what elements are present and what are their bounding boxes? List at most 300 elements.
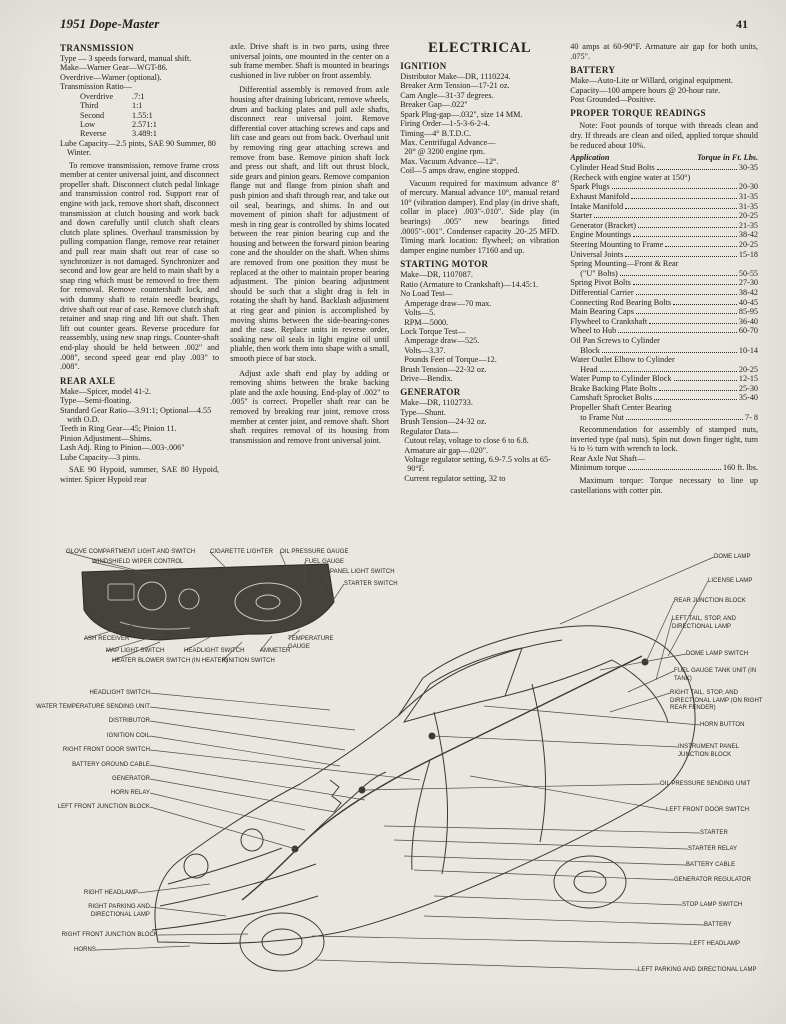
diagram-label [106, 648, 164, 656]
diagram-label-text: LEFT HEADLAMP [690, 941, 741, 947]
torque-value: 36-40 [738, 316, 759, 326]
ratio-name: Third [80, 101, 99, 111]
ignition-spec-list [400, 72, 559, 176]
torque-row [570, 298, 758, 308]
torque-value: 50-55 [738, 268, 759, 278]
spec-line [400, 280, 559, 289]
diagram-label-text: ASH RECEIVER [84, 636, 130, 642]
torque-row [570, 250, 758, 260]
rear-axle-nut-value: 160 ft. lbs. [722, 463, 759, 473]
torque-application: Starter [570, 211, 593, 221]
diagram-label-text: HEADLIGHT SWITCH [89, 690, 150, 696]
diagram-label-text: STARTER SWITCH [344, 581, 398, 587]
torque-application: Spring Mounting—Front & Rear [570, 259, 679, 269]
page-title: 1951 Dope-Master [60, 16, 160, 31]
torque-row [570, 355, 758, 365]
diagram-label-text: DOME LAMP [714, 554, 751, 560]
spec-line [400, 318, 559, 327]
diagram-label [330, 569, 395, 577]
spec-line [400, 147, 559, 156]
battery-spec-list [570, 76, 758, 104]
diagram-label [700, 722, 745, 730]
diagram-label-text: RIGHT TAIL, STOP, AND DIRECTIONAL LAMP (ON RIGHT REAR FENDER) [670, 690, 763, 711]
diagram-label [672, 616, 772, 631]
diagram-label-text: RIGHT FRONT DOOR SWITCH [62, 747, 150, 753]
diagram-label-text: RIGHT PARKING AND DIRECTIONAL LAMP [88, 904, 150, 918]
spec-line [60, 73, 219, 82]
spec-text: Capacity—100 ampere hours @ 20-hour rate. [570, 85, 721, 95]
torque-row [570, 288, 758, 298]
torque-row [570, 403, 758, 413]
diagram-label-text: LICENSE LAMP [708, 578, 753, 584]
spec-line [400, 455, 559, 474]
spec-text: No Load Test— [400, 289, 453, 299]
spec-text: Volts—5. [400, 308, 436, 318]
spec-line [400, 110, 559, 119]
diagram-label [690, 941, 740, 949]
torque-row [570, 374, 758, 384]
diagram-label-text: BATTERY CABLE [686, 862, 736, 868]
spec-line [400, 374, 559, 383]
dot-leader [673, 304, 737, 305]
paragraph-text: axle. Drive shaft is in two parts, using three universal joints, one mounted in the center on a sub frame member. Shaft is mounted in bearings cushioned in live rubber on front assembly. [230, 42, 390, 80]
spec-text: Breaker Arm Tension—17-21 oz. [400, 81, 510, 91]
ratio-row [60, 101, 219, 110]
dot-leader [633, 236, 737, 237]
spec-line [400, 166, 559, 175]
torque-application: Steering Mounting to Frame [570, 239, 664, 249]
diagram-label [660, 781, 750, 789]
dot-leader [625, 208, 737, 209]
torque-application: Universal Joints [570, 249, 624, 259]
diagram-label [704, 922, 732, 930]
torque-value: 27-30 [738, 278, 759, 288]
torque-value: 31-35 [738, 192, 759, 202]
spec-text: Max. Vacuum Advance—12°. [400, 156, 499, 166]
ratio-name: Low [80, 119, 96, 129]
ratio-row [60, 129, 219, 138]
spec-text: Teeth in Ring Gear—45; Pinion 11. [60, 424, 177, 434]
diagram-label-text: REAR JUNCTION BLOCK [674, 598, 746, 604]
torque-row [570, 163, 758, 173]
diagram-label [36, 704, 150, 712]
spec-text: Breaker Gap—.022" [400, 100, 468, 110]
spec-text: Transmission Ratio— [60, 82, 132, 92]
dot-leader [633, 284, 737, 285]
torque-row [570, 365, 758, 375]
spec-line [60, 82, 219, 91]
spec-text: Spark Plug-gap—.032", size 14 MM. [400, 109, 523, 119]
diagram-label-text: WINDSHIELD WIPER CONTROL [92, 559, 184, 565]
diagram-label-text: HEADLIGHT SWITCH [184, 648, 245, 654]
generator-spec-list [400, 398, 559, 483]
transmission-body: To remove transmission, remove frame cross member at center universal joint, and disconnect propeller shaft. Disconnect clutch pedal linkage and transmission control rod. Support rear of engine with jack, remove short shaft, disconnect transmission at clutch housing and work back and down carefully until clutch shaft clears clutch plate splines. Overhaul transmission by pulling companion flange, remove rear retainer and pull rear main shaft out rear of case so synchronizer is not damaged. Synchronizer and second and low gear are held to main shaft by a snap ring which must be removed to free them for removal. Remove countershaft lock, and with dummy shaft to retain needle bearings, drive shaft out rear of case. Remove clutch shaft retainer and snap ring and lift out shaft. Then lift out counter gears. Reverse procedure for reassembly, using new snap rings. Counter-shaft end-play should be held between .002" and .008", second speed gear end play .003" to .008". [60, 160, 220, 372]
spec-text: Armature air gap—.020". [400, 445, 489, 455]
torque-value: 10-14 [738, 345, 759, 355]
torque-value: 30-35 [738, 163, 759, 173]
spec-text: Volts—3.37. [400, 345, 446, 355]
ratio-row [60, 120, 219, 129]
heading-battery: BATTERY [570, 65, 616, 76]
dot-leader [620, 275, 737, 276]
starting-motor-spec-list [400, 270, 559, 383]
paragraph [230, 85, 389, 363]
torque-application: Intake Manifold [570, 201, 624, 211]
spec-text: Lock Torque Test— [400, 326, 466, 336]
heading-starting-motor: STARTING MOTOR [400, 259, 489, 270]
torque-row [570, 307, 758, 317]
torque-row [570, 336, 758, 346]
ratio-value: 1:1 [132, 101, 143, 111]
spec-text: Make—Spicer, model 41-2. [60, 386, 152, 396]
spec-line [400, 81, 559, 90]
torque-application: Block [580, 345, 600, 355]
torque-application: Differential Carrier [570, 287, 634, 297]
ratio-name: Second [80, 110, 105, 120]
ratio-value: 3.489:1 [132, 129, 157, 139]
diagram-label-text: OIL PRESSURE SENDING UNIT [660, 781, 751, 787]
diagram-label-text: LEFT TAIL, STOP, AND DIRECTIONAL LAMP [672, 616, 737, 630]
torque-row [570, 269, 758, 279]
torque-application: Head [580, 364, 598, 374]
spec-line [400, 119, 559, 128]
dot-leader [636, 313, 737, 314]
diagram-label [107, 733, 150, 741]
dot-leader [674, 380, 737, 381]
torque-value: 38-42 [738, 287, 759, 297]
spec-text: Lube Capacity—3 pints. [60, 452, 141, 462]
spec-text: Post Grounded—Positive. [570, 95, 656, 105]
column-battery-torque [570, 39, 758, 541]
torque-table [570, 163, 758, 422]
spec-line [60, 443, 219, 452]
diagram-label [92, 559, 183, 567]
wiring-diagram [0, 544, 786, 1016]
spec-line [400, 474, 559, 483]
torque-application: Water Pump to Cylinder Block [570, 374, 672, 384]
torque-application: Cylinder Head Stud Bolts [570, 163, 655, 173]
torque-table-header [570, 153, 758, 162]
dot-leader [618, 332, 737, 333]
torque-application: Oil Pan Screws to Cylinder [570, 335, 660, 345]
spec-text: Current regulator setting, 32 to [400, 473, 506, 483]
torque-row [570, 346, 758, 356]
spec-text: Brush Tension—24-32 oz. [400, 417, 487, 427]
dot-leader [628, 469, 721, 470]
ratio-row [60, 92, 219, 101]
spec-text: Regulator Data— [400, 426, 459, 436]
paragraph [230, 42, 389, 80]
text-columns [0, 32, 786, 541]
spec-text: 20° @ 3200 engine rpm. [400, 147, 485, 157]
spec-text: Cam Angle—31-37 degrees. [400, 90, 494, 100]
spec-line [60, 406, 219, 425]
torque-row [570, 182, 758, 192]
spec-line [60, 54, 219, 63]
torque-application: (Recheck with engine water at 150°) [570, 172, 691, 182]
torque-application: Connecting Rod Bearing Bolts [570, 297, 672, 307]
diagram-label-text: RIGHT FRONT JUNCTION BLOCK [61, 932, 158, 938]
spec-text: Drive—Bendix. [400, 374, 453, 384]
torque-application: Main Bearing Caps [570, 307, 634, 317]
diagram-label-text: CIGARETTE LIGHTER [210, 549, 274, 555]
spec-text: Type—Semi-floating. [60, 396, 132, 406]
torque-value: 20-30 [738, 182, 759, 192]
torque-value: 38-42 [738, 230, 759, 240]
diagram-label [62, 932, 158, 940]
torque-row [570, 393, 758, 403]
paragraph [230, 369, 389, 446]
torque-application: Exhaust Manifold [570, 192, 630, 202]
spec-line [60, 434, 219, 443]
spec-text: Standard Gear Ratio—3.91:1; Optional—4.55 with O.D. [60, 405, 214, 424]
generator-continuation: 40 amps at 60-90°F. Armature air gap for both units, .075". [570, 42, 759, 61]
spec-line [400, 299, 559, 308]
heading-electrical: ELECTRICAL [428, 40, 532, 56]
torque-application: Wheel to Hub [570, 326, 617, 336]
transmission-spec-list [60, 54, 219, 92]
heading-generator: GENERATOR [400, 387, 461, 398]
torque-application: Propeller Shaft Center Bearing [570, 403, 672, 413]
torque-value: 20-25 [738, 211, 759, 221]
diagram-label [638, 967, 757, 975]
torque-row [570, 230, 758, 240]
diagram-label [184, 648, 245, 656]
torque-row [570, 259, 758, 269]
diagram-label [686, 651, 748, 659]
page-number: 41 [736, 17, 748, 31]
heading-rear-axle: REAR AXLE [60, 375, 116, 386]
spec-line [400, 408, 559, 417]
diagram-label-text: LEFT FRONT JUNCTION BLOCK [57, 804, 150, 810]
dot-leader [594, 217, 737, 218]
diagram-label [112, 658, 228, 666]
spec-line-lube: Lube Capacity—2.5 pints, SAE 90 Summer, 80 Winter. [60, 138, 218, 158]
spec-line [400, 436, 559, 445]
diagram-label [63, 747, 150, 755]
spec-line [570, 86, 758, 95]
diagram-label [700, 830, 728, 838]
rear-axle-spec-list [60, 387, 219, 462]
diagram-label [222, 658, 275, 666]
torque-col-application: Application [570, 153, 610, 163]
diagram-label [112, 776, 150, 784]
dot-leader [600, 371, 737, 372]
torque-application: Spark Plugs [570, 182, 610, 192]
spec-line [400, 308, 559, 317]
rear-axle-nut-label: Minimum torque [570, 463, 626, 473]
torque-value: 25-30 [738, 383, 759, 393]
rear-axle-nut-note: Maximum torque: Torque necessary to line up castellations with cotter pin. [570, 476, 759, 495]
diagram-label [714, 554, 751, 562]
ratio-name: Reverse [80, 129, 107, 139]
spec-text: Coil—5 amps draw, engine stopped. [400, 166, 520, 176]
diagram-label-text: STARTER [700, 830, 728, 836]
diagram-labels [0, 544, 786, 1016]
spec-line [400, 355, 559, 364]
diagram-label-text: MAP LIGHT SWITCH [106, 648, 165, 654]
transmission-ratio-list [60, 92, 219, 139]
diagram-label [72, 762, 150, 770]
spec-line [400, 365, 559, 374]
dot-leader [654, 399, 737, 400]
diagram-label-text: DOME LAMP SWITCH [686, 651, 749, 657]
heading-torque-readings: PROPER TORQUE READINGS [570, 108, 706, 119]
torque-application: Engine Mountings [570, 230, 632, 240]
spec-line [60, 424, 219, 433]
spec-text: Max. Centrifugal Advance— [400, 137, 496, 147]
spec-text: Cutout relay, voltage to close 6 to 6.8. [400, 436, 529, 446]
spec-text: Ratio (Armature to Crankshaft)—14.45:1. [400, 279, 539, 289]
spec-text: RPM—5000. [400, 317, 449, 327]
rear-axle-lube-note: SAE 90 Hypoid, summer, SAE 80 Hypoid, winter. Spicer Hypoid rear [60, 465, 220, 484]
spec-text: Distributor Make—DR, 1110224. [400, 72, 511, 81]
ratio-value: 2.571:1 [132, 119, 157, 129]
torque-value: 15-18 [738, 249, 759, 259]
spec-text: Make—DR, 1102733. [400, 398, 473, 408]
diagram-label-text: OIL PRESSURE GAUGE [280, 549, 349, 555]
diagram-label-text: LEFT PARKING AND DIRECTIONAL LAMP [638, 967, 757, 973]
spec-text: Amperage draw—70 max. [400, 298, 492, 308]
torque-value: 20-25 [738, 364, 759, 374]
spec-line [400, 91, 559, 100]
dot-leader [659, 390, 737, 391]
torque-row [570, 384, 758, 394]
diagram-label [678, 744, 770, 759]
diagram-label-text: TEMPERATURE GAUGE [288, 636, 334, 650]
spec-line [400, 138, 559, 147]
spec-line [60, 63, 219, 72]
spec-line [400, 427, 559, 436]
diagram-label [674, 598, 746, 606]
spec-line [400, 72, 559, 81]
spec-line [400, 446, 559, 455]
diagram-label [111, 790, 150, 798]
spec-line [400, 100, 559, 109]
diagram-label [89, 690, 150, 698]
torque-application: Spring Pivot Bolts [570, 278, 631, 288]
torque-row [570, 240, 758, 250]
rear-axle-nut-heading: Rear Axle Nut Shaft— [570, 454, 646, 464]
spec-line [400, 398, 559, 407]
spec-line [400, 336, 559, 345]
diagram-label [344, 581, 398, 589]
diagram-label-text: HEATER BLOWER SWITCH (IN HEATER) [112, 658, 229, 664]
torque-row [570, 192, 758, 202]
diagram-label [210, 549, 273, 557]
diagram-label-text: IGNITION SWITCH [222, 658, 275, 664]
torque-value: 12-15 [738, 374, 759, 384]
torque-value: 21-35 [738, 220, 759, 230]
diagram-label-text: HORN BUTTON [700, 722, 745, 728]
dot-leader [638, 227, 737, 228]
diagram-label [682, 902, 742, 910]
spec-text: Overdrive—Warner (optional). [60, 72, 162, 82]
rear-axle-paragraphs [230, 42, 389, 445]
torque-application: Brake Backing Plate Bolts [570, 383, 657, 393]
spec-line [400, 327, 559, 336]
spec-text: Brush Tension—22-32 oz. [400, 364, 487, 374]
torque-value: 60-70 [738, 326, 759, 336]
rear-axle-nut-row [570, 463, 758, 473]
torque-application: Generator (Bracket) [570, 220, 636, 230]
dot-leader [631, 198, 737, 199]
diagram-label-text: PANEL LIGHT SWITCH [330, 569, 395, 575]
spec-line [400, 270, 559, 279]
torque-row [570, 326, 758, 336]
spec-text: Type — 3 speeds forward, manual shift. [60, 54, 192, 63]
torque-application: Water Outlet Elbow to Cylinder [570, 355, 675, 365]
torque-row [570, 278, 758, 288]
heading-transmission: TRANSMISSION [60, 43, 134, 53]
pal-nuts-note: Recommendation for assembly of stamped nuts, inverted type (pal nuts). Spin nut down finger tight, turn ¼ to ½ turn with wrench to lock. [570, 425, 759, 454]
ratio-row [60, 111, 219, 120]
spec-text: Type—Shunt. [400, 407, 446, 417]
spec-text: Pinion Adjustment—Shims. [60, 433, 152, 443]
dot-leader [665, 246, 737, 247]
diagram-label [686, 862, 735, 870]
paragraph-text: Differential assembly is removed from axle housing after draining lubricant, remove wheels, drum and backing plates and pull axle shafts, disconnect rear universal joint. Remove differential cover attaching screws and caps and lift case and gears out from back. Overhaul unit by removing ring gear attaching screws and remove from base. Remove pinion shaft lock and press out shaft, and lift out thrust block, side gears and pinion gears. Remove companion flange nut and flange from pinion shaft and push pinion and shaft through rear, and take out oil seal, bearings, and shims. In and out movement of pinion shaft for adjustment of mesh in ring gear is controlled by shims located between the rear pinion bearing cup and the housing and between the forward pinion bearing cone and the shoulder on the shaft. When shims are removed from one position they must be replaced at the other to maintain proper bearing adjustment. The pinion bearing adjustment should be such that a slight drag is felt in rotating the shaft by hand. Backlash adjustment at ring gear and pinion is accomplished by moving shims between the side-bearing-cones and the case. Replace units in reverse order, soaking new oil seals in light engine oil until pliable, then work them into shape with a small, smooth piece of bar stock. [230, 85, 390, 363]
spec-text: Amperage draw—525. [400, 336, 480, 346]
diagram-label-text: STARTER RELAY [688, 846, 738, 852]
diagram-label-text: BATTERY [704, 922, 732, 928]
diagram-label [280, 549, 349, 557]
diagram-label-text: GENERATOR REGULATOR [674, 877, 752, 883]
torque-note: Note: Foot pounds of torque with threads clean and dry. If threads are clean and oiled, applied torque should be reduced about 10%. [570, 121, 759, 150]
diagram-label [674, 668, 769, 683]
heading-ignition: IGNITION [400, 61, 447, 71]
dot-leader [636, 294, 737, 295]
diagram-label-text: GLOVE COMPARTMENT LIGHT AND SWITCH [66, 549, 196, 555]
paragraph-text: Adjust axle shaft end play by adding or removing shims between the brake backing plate and the axle housing. End-play of .002" to .005" is correct. Propeller shaft rear can be removed by breaking rear joint, remove cross member at center joint, and remove shaft. Short shaft requires removal of its housing from transmission and remove front universal joint. [230, 368, 390, 445]
torque-value: 35-40 [738, 393, 759, 403]
spec-text: Firing Order—1-5-3-6-2-4. [400, 119, 490, 129]
diagram-label [260, 648, 290, 656]
dot-leader [602, 352, 737, 353]
spec-line [60, 453, 219, 462]
diagram-label [674, 877, 751, 885]
column-transmission [60, 39, 219, 541]
diagram-label [58, 804, 150, 812]
spec-line [400, 289, 559, 298]
torque-application: Flywheel to Crankshaft [570, 316, 648, 326]
torque-col-value: Torque in Ft. Lbs. [697, 153, 759, 163]
diagram-label [666, 807, 749, 815]
diagram-label [708, 578, 752, 586]
diagram-label [84, 890, 138, 898]
diagram-label-text: HORNS [74, 947, 96, 953]
dot-leader [626, 419, 743, 420]
spec-line [60, 387, 219, 396]
diagram-label [84, 636, 129, 644]
torque-value: 40-45 [738, 297, 759, 307]
ratio-name: Overdrive [80, 91, 114, 101]
torque-row [570, 317, 758, 327]
torque-row [570, 221, 758, 231]
torque-application: to Frame Nut [580, 412, 624, 422]
spec-line [400, 157, 559, 166]
spec-line [400, 417, 559, 426]
spec-line [570, 95, 758, 104]
diagram-label-text: STOP LAMP SWITCH [682, 902, 743, 908]
diagram-label [66, 549, 195, 557]
torque-row [570, 413, 758, 423]
spec-text: Timing—4° B.T.D.C. [400, 128, 472, 138]
diagram-label-text: RIGHT HEADLAMP [83, 890, 138, 896]
spec-text: Make—Warner Gear—WGT-86. [60, 63, 168, 73]
spec-line [400, 129, 559, 138]
diagram-label-text: FUEL GAUGE TANK UNIT (IN TANK) [674, 668, 757, 682]
